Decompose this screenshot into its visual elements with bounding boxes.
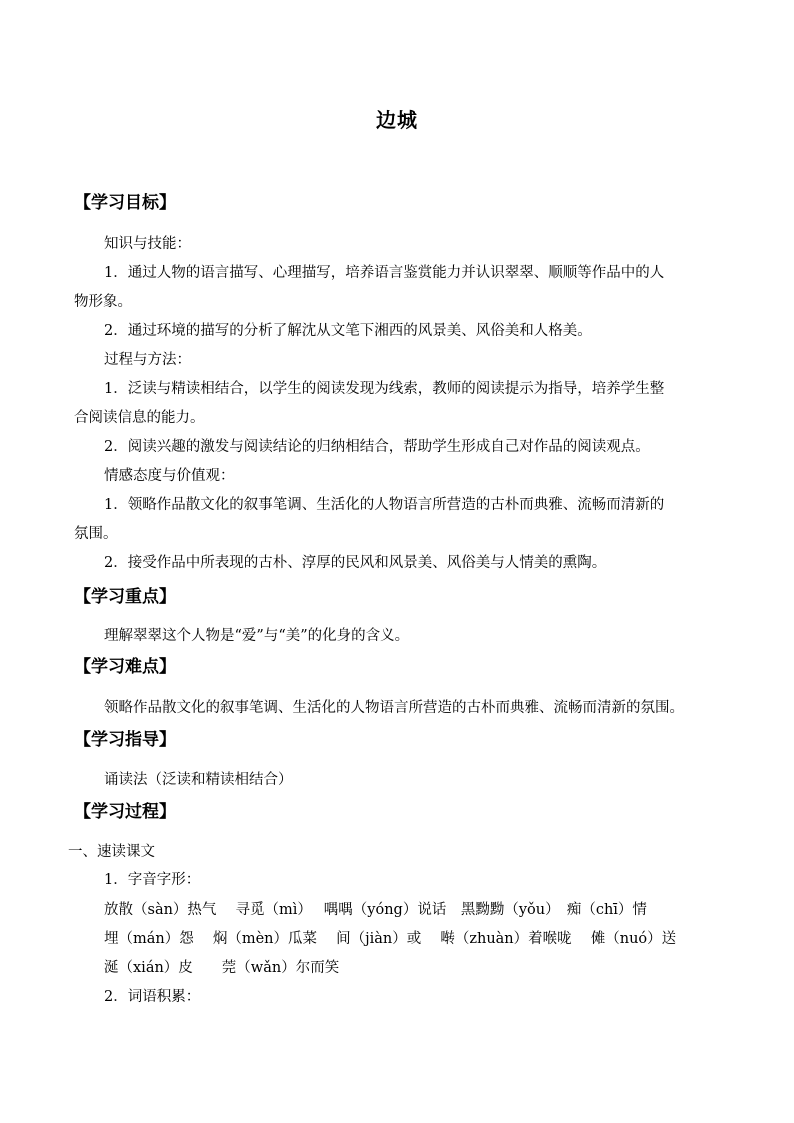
knowledge-item-2: 2．通过环境的描写的分析了解沈从文笔下湘西的风景美、风俗美和人格美。 xyxy=(104,323,592,339)
emotion-label: 情感态度与价值观： xyxy=(104,468,235,484)
knowledge-item-1-line-2: 物形象。 xyxy=(74,294,132,310)
emotion-item-1-line-2: 氛围。 xyxy=(74,526,118,542)
process-item-2: 2．阅读兴趣的激发与阅读结论的归纳相结合，帮助学生形成自己对作品的阅读观点。 xyxy=(104,439,650,455)
step-1-title: 一、速读课文 xyxy=(68,844,155,860)
pronunciation-line-3: 涎（xián）皮 莞（wǎn）尔而笑 xyxy=(104,960,340,976)
pronunciation-line-1: 放散（sàn）热气 寻觅（mì） 喁喁（yóng）说话 黑黝黝（yǒu） 痴（chī）情 xyxy=(104,902,647,918)
key-point-text: 理解翠翠这个人物是“爱”与“美”的化身的含义。 xyxy=(104,628,410,644)
sub-item-pronunciation-label: 1．字音字形： xyxy=(104,872,201,888)
difficulty-text: 领略作品散文化的叙事笔调、生活化的人物语言所营造的古朴而典雅、流畅而清新的氛围。 xyxy=(104,700,684,716)
section-heading-difficulty: 【学习难点】 xyxy=(74,657,176,677)
emotion-item-2: 2．接受作品中所表现的古朴、淳厚的民风和风景美、风俗美与人情美的熏陶。 xyxy=(104,555,607,571)
page-title: 边城 xyxy=(376,108,418,132)
sub-item-vocabulary-label: 2．词语积累： xyxy=(104,989,201,1005)
guide-text: 诵读法（泛读和精读相结合） xyxy=(104,772,293,788)
knowledge-label: 知识与技能： xyxy=(104,236,191,252)
section-heading-goals: 【学习目标】 xyxy=(74,193,176,213)
process-item-1-line-1: 1．泛读与精读相结合，以学生的阅读发现为线索，教师的阅读提示为指导，培养学生整 xyxy=(104,381,665,397)
knowledge-item-1-line-1: 1．通过人物的语言描写、心理描写，培养语言鉴赏能力并认识翠翠、顺顺等作品中的人 xyxy=(104,265,665,281)
process-item-1-line-2: 合阅读信息的能力。 xyxy=(74,410,205,426)
pronunciation-line-2: 埋（mán）怨 焖（mèn）瓜菜 间（jiàn）或 啭（zhuàn）着喉咙 傩（nuó）送 xyxy=(104,931,677,947)
process-method-label: 过程与方法： xyxy=(104,352,191,368)
emotion-item-1-line-1: 1．领略作品散文化的叙事笔调、生活化的人物语言所营造的古朴而典雅、流畅而清新的 xyxy=(104,497,665,513)
section-heading-key: 【学习重点】 xyxy=(74,587,176,607)
section-heading-guide: 【学习指导】 xyxy=(74,730,176,750)
section-heading-process: 【学习过程】 xyxy=(74,802,176,822)
